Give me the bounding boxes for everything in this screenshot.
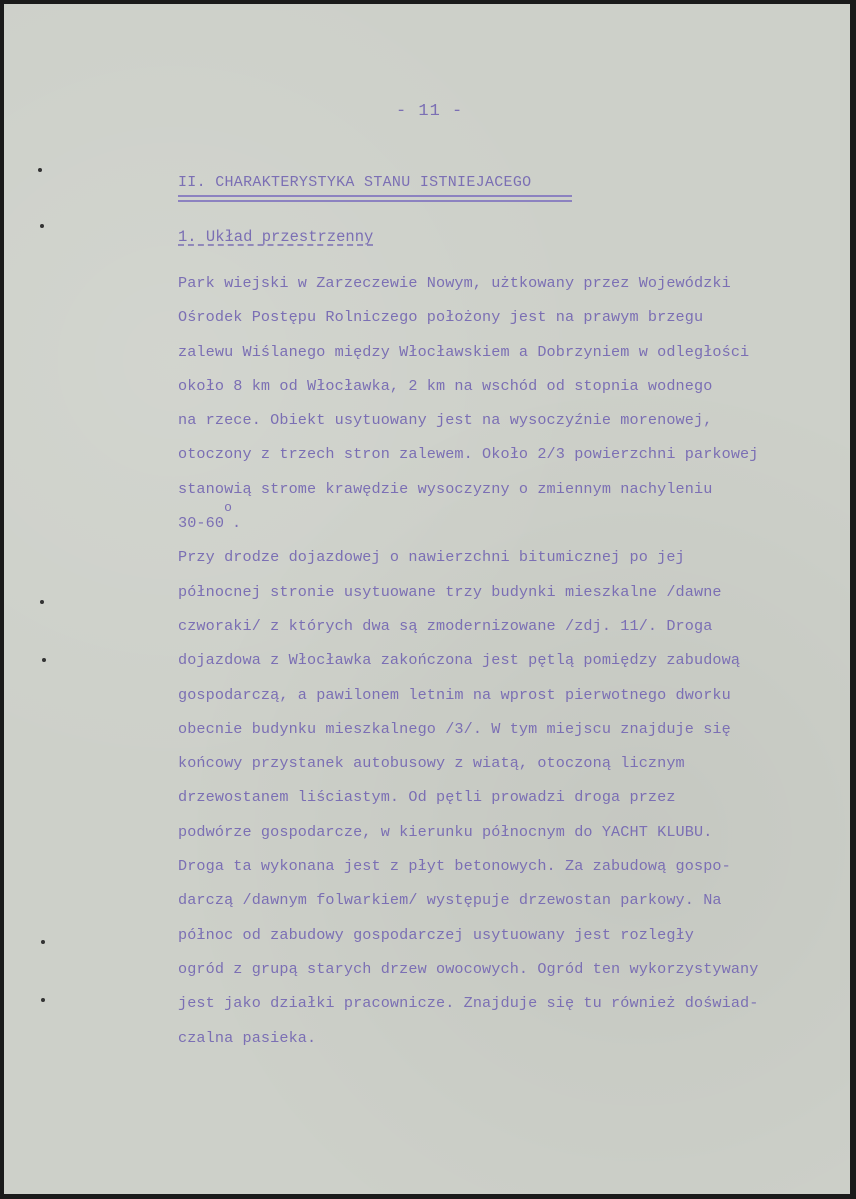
text-line-slope-range xyxy=(178,500,838,540)
sentence-end: . xyxy=(231,514,242,533)
text-line: gospodarczą, a pawilonem letnim na wprost pierwotnego dworku xyxy=(178,685,731,704)
text-line: końcowy przystanek autobusowy z wiatą, otoczoną licznym xyxy=(178,754,685,773)
body-text xyxy=(178,266,838,1055)
text-line: zalewu Wiślanego między Włocławskiem a Dobrzyniem w odległości xyxy=(178,342,750,361)
text-line: ogród z grupą starych drzew owocowych. Ogród ten wykorzystywany xyxy=(178,959,759,978)
margin-dot xyxy=(41,998,45,1002)
margin-dot xyxy=(42,658,46,662)
text-line: na rzece. Obiekt usytuowany jest na wysoczyźnie morenowej, xyxy=(178,411,713,430)
text-line: północ od zabudowy gospodarczej usytuowany jest rozległy xyxy=(178,925,694,944)
text-line: podwórze gospodarcze, w kierunku północnym do YACHT KLUBU. xyxy=(178,822,713,841)
text-line: Przy drodze dojazdowej o nawierzchni bitumicznej po jej xyxy=(178,548,685,567)
text-line: północnej stronie usytuowane trzy budynki mieszkalne /dawne xyxy=(178,582,722,601)
section-title-double-underline xyxy=(178,195,572,202)
degree-sign: o xyxy=(224,500,232,516)
slope-range: 30-60 xyxy=(178,514,225,533)
text-line: około 8 km od Włocławka, 2 km na wschód od stopnia wodnego xyxy=(178,376,713,395)
text-line: Ośrodek Postępu Rolniczego położony jest na prawym brzegu xyxy=(178,308,704,327)
text-line: dojazdowa z Włocławka zakończona jest pętlą pomiędzy zabudową xyxy=(178,651,741,670)
text-line: stanowią strome krawędzie wysoczyzny o zmiennym nachyleniu xyxy=(178,479,713,498)
margin-dot xyxy=(38,168,42,172)
text-line: Park wiejski w Zarzeczewie Nowym, użtkowany przez Wojewódzki xyxy=(178,274,731,292)
text-line: obecnie budynku mieszkalnego /3/. W tym miejscu znajduje się xyxy=(178,719,731,738)
text-line: drzewostanem liściastym. Od pętli prowadzi droga przez xyxy=(178,788,676,807)
margin-dot xyxy=(40,224,44,228)
margin-dot xyxy=(40,600,44,604)
text-line: Droga ta wykonana jest z płyt betonowych. Za zabudową gospo- xyxy=(178,857,731,876)
text-line: czalna pasieka. xyxy=(178,1028,317,1047)
page-number: - 11 - xyxy=(396,102,464,121)
margin-dot xyxy=(41,940,45,944)
text-line: darczą /dawnym folwarkiem/ występuje drzewostan parkowy. Na xyxy=(178,891,722,910)
text-line: otoczony z trzech stron zalewem. Około 2/3 powierzchni parkowej xyxy=(178,445,759,464)
text-line: czworaki/ z których dwa są zmodernizowane /zdj. 11/. Droga xyxy=(178,616,713,635)
section-title: II. CHARAKTERYSTYKA STANU ISTNIEJACEGO xyxy=(178,174,532,191)
subsection-title: 1. Układ przestrzenny xyxy=(178,228,374,246)
document-page xyxy=(4,4,850,1194)
text-line: jest jako działki pracownicze. Znajduje się tu również doświad- xyxy=(178,994,759,1013)
